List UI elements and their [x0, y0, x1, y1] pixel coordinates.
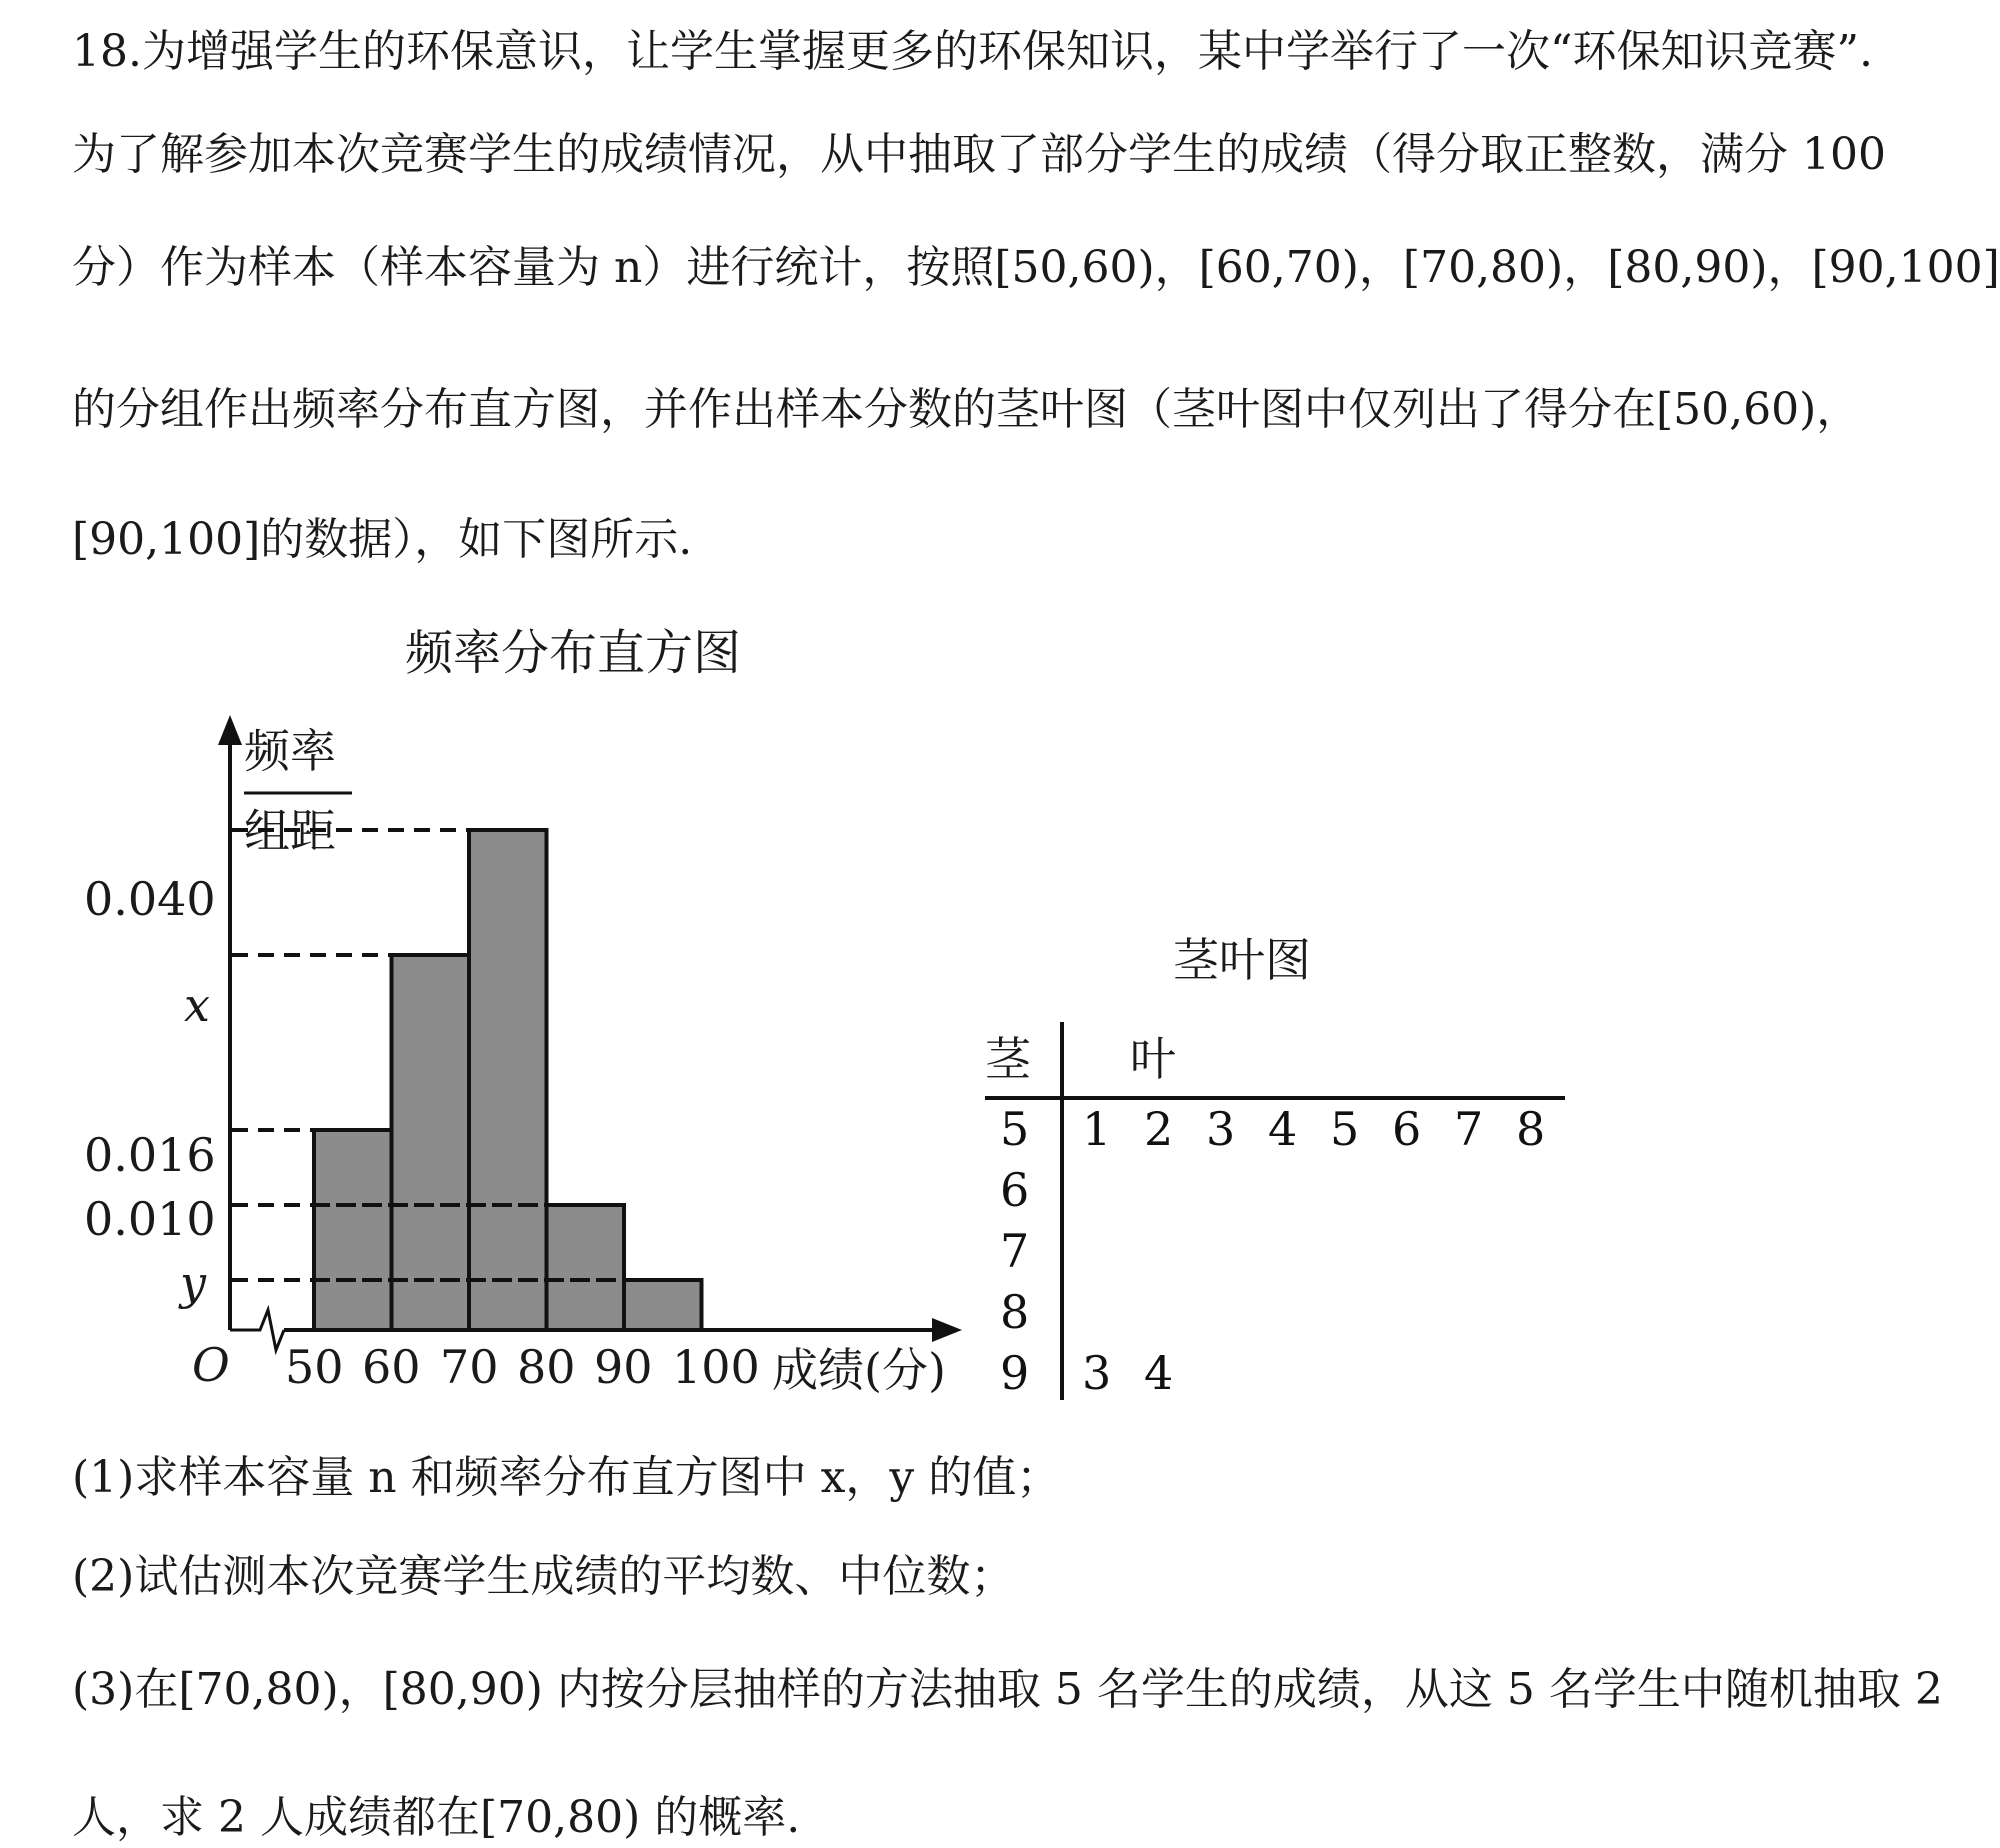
- stem-leaf-grid: [985, 1022, 1565, 1400]
- xtick-label-60: 60: [362, 1340, 421, 1394]
- ytick-label-y: y: [180, 1256, 206, 1310]
- stem-leaf-title: 茎叶图: [1173, 933, 1311, 987]
- stem-8: 8: [1000, 1285, 1030, 1339]
- histogram-bar-90: [624, 1280, 702, 1330]
- stem-9: 9: [1000, 1346, 1030, 1400]
- histogram-bar-60: [392, 955, 470, 1330]
- histogram-bars: [314, 830, 702, 1330]
- histogram-title: 频率分布直方图: [405, 625, 742, 681]
- ytick-label-0016: 0.016: [84, 1128, 216, 1182]
- xtick-label-50: 50: [285, 1340, 344, 1394]
- xtick-label-100: 100: [672, 1340, 760, 1394]
- leaf-9-0: 3: [1082, 1346, 1112, 1400]
- leaf-9-1: 4: [1144, 1346, 1174, 1400]
- histogram-bar-80: [547, 1205, 625, 1330]
- x-axis-arrow: [932, 1318, 962, 1342]
- leaf-5-0: 1: [1082, 1102, 1112, 1156]
- histogram-bar-70: [469, 830, 547, 1330]
- y-axis-label-bottom: 组距: [244, 804, 336, 858]
- y-axis-label-top: 频率: [244, 724, 336, 778]
- ytick-label-x: x: [184, 978, 210, 1032]
- leaf-5-4: 5: [1330, 1102, 1360, 1156]
- stem-5: 5: [1000, 1102, 1030, 1156]
- stem-leaf-rows: [1000, 1102, 1545, 1400]
- leaf-5-3: 4: [1268, 1102, 1298, 1156]
- ytick-label-0010: 0.010: [84, 1192, 216, 1246]
- question-2: (2)试估测本次竞赛学生成绩的平均数、中位数；: [72, 1551, 1015, 1602]
- problem-line-3: 分）作为样本（样本容量为 n）进行统计，按照[50,60)，[60,70)，[70,80)，[80,90)，[90,100]: [72, 242, 2000, 293]
- ytick-label-0040: 0.040: [84, 872, 216, 926]
- y-axis-arrow: [218, 715, 242, 745]
- origin-label: O: [192, 1338, 230, 1392]
- leaf-5-1: 2: [1144, 1102, 1174, 1156]
- problem-line-4: 的分组作出频率分布直方图，并作出样本分数的茎叶图（茎叶图中仅列出了得分在[50,60)，: [72, 384, 1861, 435]
- leaf-5-5: 6: [1392, 1102, 1422, 1156]
- leaf-header: 叶: [1130, 1032, 1176, 1086]
- leaf-5-7: 8: [1516, 1102, 1546, 1156]
- problem-line-2: 为了解参加本次竞赛学生的成绩情况，从中抽取了部分学生的成绩（得分取正整数，满分 100: [72, 129, 1886, 180]
- stem-7: 7: [1000, 1224, 1030, 1278]
- question-3-part-b: 人，求 2 人成绩都在[70,80) 的概率.: [72, 1792, 801, 1843]
- stem-header: 茎: [985, 1032, 1031, 1086]
- stem-6: 6: [1000, 1163, 1030, 1217]
- problem-line-1: 18.为增强学生的环保意识，让学生掌握更多的环保知识，某中学举行了一次“环保知识竞赛”.: [72, 26, 1873, 77]
- xtick-label-80: 80: [517, 1340, 576, 1394]
- xtick-label-90: 90: [594, 1340, 653, 1394]
- axis-break-mark: [230, 1310, 284, 1350]
- leaf-5-2: 3: [1206, 1102, 1236, 1156]
- xtick-label-70: 70: [440, 1340, 499, 1394]
- question-3-part-a: (3)在[70,80)，[80,90) 内按分层抽样的方法抽取 5 名学生的成绩，从这 5 名学生中随机抽取 2: [72, 1664, 1943, 1715]
- question-1: (1)求样本容量 n 和频率分布直方图中 x，y 的值；: [72, 1452, 1061, 1503]
- x-axis-label: 成绩(分): [772, 1343, 946, 1397]
- histogram-bar-50: [314, 1130, 392, 1330]
- leaf-5-6: 7: [1454, 1102, 1484, 1156]
- problem-line-5: [90,100]的数据），如下图所示.: [72, 514, 693, 565]
